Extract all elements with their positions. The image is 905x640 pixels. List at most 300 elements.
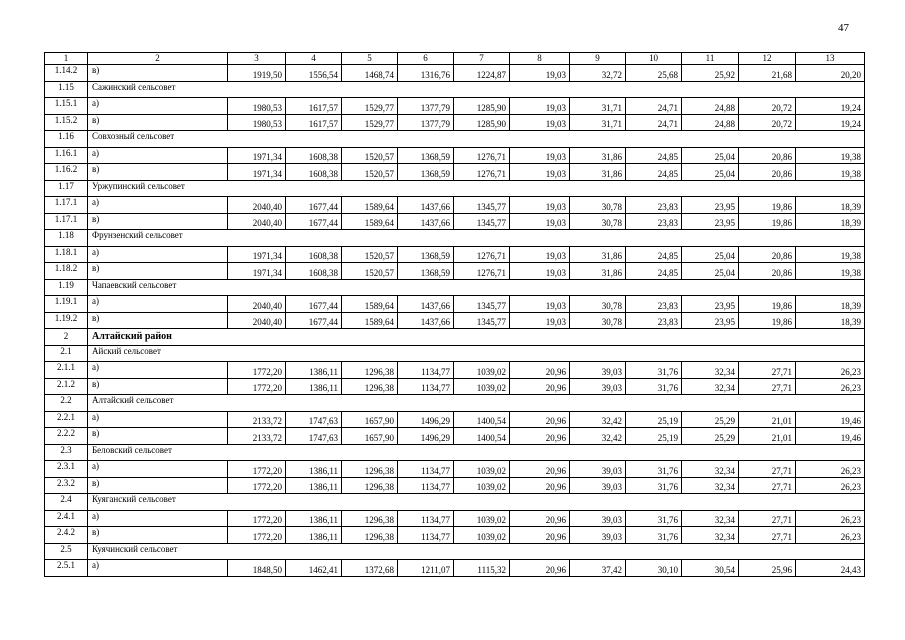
table-row — [45, 296, 865, 313]
value-cell: 1296,38 — [342, 510, 398, 527]
value-cell: 26,23 — [796, 362, 865, 379]
value-cell: 25,04 — [682, 164, 739, 181]
value-cell: 1372,68 — [342, 560, 398, 577]
value-cell: 1980,53 — [228, 98, 286, 115]
value-cell: 1316,76 — [398, 65, 454, 82]
row-label: а) — [88, 147, 228, 164]
value-cell: 19,03 — [510, 263, 570, 280]
value-cell: 19,86 — [739, 296, 796, 313]
table-row — [45, 312, 865, 329]
value-cell: 20,96 — [510, 560, 570, 577]
value-cell: 32,34 — [682, 461, 739, 478]
value-cell: 1134,77 — [398, 378, 454, 395]
value-cell: 26,23 — [796, 510, 865, 527]
value-cell: 1556,54 — [286, 65, 342, 82]
row-label: в) — [88, 164, 228, 181]
value-cell: 27,71 — [739, 461, 796, 478]
row-code: 1.16.1 — [45, 147, 88, 164]
table-row — [45, 378, 865, 395]
value-cell: 20,96 — [510, 362, 570, 379]
table-row — [45, 197, 865, 214]
value-cell: 1971,34 — [228, 147, 286, 164]
row-label: в) — [88, 378, 228, 395]
value-cell: 1589,64 — [342, 213, 398, 230]
value-cell: 19,38 — [796, 164, 865, 181]
value-cell: 1608,38 — [286, 147, 342, 164]
value-cell: 2040,40 — [228, 312, 286, 329]
row-code: 1.19.1 — [45, 296, 88, 313]
row-code: 2.3 — [45, 444, 88, 461]
row-label: в) — [88, 428, 228, 445]
section-title: Куяганский сельсовет — [88, 494, 865, 511]
column-number: 8 — [510, 53, 570, 65]
table-row — [45, 510, 865, 527]
row-code: 1.19 — [45, 279, 88, 296]
table-row — [45, 98, 865, 115]
value-cell: 20,72 — [739, 114, 796, 131]
value-cell: 19,03 — [510, 114, 570, 131]
row-label: в) — [88, 263, 228, 280]
value-cell: 1677,44 — [286, 312, 342, 329]
value-cell: 25,29 — [682, 411, 739, 428]
value-cell: 1345,77 — [454, 312, 510, 329]
value-cell: 37,42 — [570, 560, 626, 577]
value-cell: 25,96 — [739, 560, 796, 577]
value-cell: 23,95 — [682, 213, 739, 230]
value-cell: 1285,90 — [454, 114, 510, 131]
value-cell: 1437,66 — [398, 296, 454, 313]
row-label: в) — [88, 65, 228, 82]
row-label: а) — [88, 296, 228, 313]
value-cell: 23,95 — [682, 312, 739, 329]
value-cell: 1520,57 — [342, 164, 398, 181]
value-cell: 19,03 — [510, 164, 570, 181]
value-cell: 1772,20 — [228, 510, 286, 527]
row-code: 1.14.2 — [45, 65, 88, 82]
value-cell: 1848,50 — [228, 560, 286, 577]
section-row — [45, 81, 865, 98]
section-title: Куячинский сельсовет — [88, 543, 865, 560]
value-cell: 23,83 — [626, 312, 682, 329]
value-cell: 1224,87 — [454, 65, 510, 82]
value-cell: 1772,20 — [228, 461, 286, 478]
value-cell: 26,23 — [796, 477, 865, 494]
row-label: а) — [88, 197, 228, 214]
value-cell: 1211,07 — [398, 560, 454, 577]
value-cell: 31,86 — [570, 147, 626, 164]
value-cell: 21,68 — [739, 65, 796, 82]
value-cell: 1529,77 — [342, 114, 398, 131]
value-cell: 21,01 — [739, 428, 796, 445]
value-cell: 1971,34 — [228, 263, 286, 280]
value-cell: 1617,57 — [286, 98, 342, 115]
table-row — [45, 65, 865, 82]
value-cell: 18,39 — [796, 296, 865, 313]
section-title: Чапаевский сельсовет — [88, 279, 865, 296]
value-cell: 23,83 — [626, 296, 682, 313]
row-code: 1.17.1 — [45, 213, 88, 230]
value-cell: 1529,77 — [342, 98, 398, 115]
value-cell: 32,34 — [682, 378, 739, 395]
value-cell: 31,71 — [570, 114, 626, 131]
value-cell: 1386,11 — [286, 510, 342, 527]
value-cell: 1276,71 — [454, 147, 510, 164]
section-title: Айский сельсовет — [88, 345, 865, 362]
section-row — [45, 543, 865, 560]
row-label: а) — [88, 362, 228, 379]
value-cell: 32,42 — [570, 428, 626, 445]
value-cell: 18,39 — [796, 213, 865, 230]
row-label: а) — [88, 510, 228, 527]
value-cell: 2133,72 — [228, 428, 286, 445]
value-cell: 20,86 — [739, 164, 796, 181]
value-cell: 1608,38 — [286, 246, 342, 263]
value-cell: 39,03 — [570, 362, 626, 379]
row-label: в) — [88, 312, 228, 329]
value-cell: 1377,79 — [398, 98, 454, 115]
value-cell: 1296,38 — [342, 378, 398, 395]
value-cell: 19,03 — [510, 147, 570, 164]
row-code: 2.5.1 — [45, 560, 88, 577]
row-label: в) — [88, 213, 228, 230]
value-cell: 1276,71 — [454, 263, 510, 280]
row-label: а) — [88, 560, 228, 577]
value-cell: 1657,90 — [342, 428, 398, 445]
value-cell: 1747,63 — [286, 411, 342, 428]
table-row — [45, 527, 865, 544]
value-cell: 1437,66 — [398, 213, 454, 230]
column-number: 4 — [286, 53, 342, 65]
table-row — [45, 164, 865, 181]
value-cell: 1134,77 — [398, 362, 454, 379]
table-row — [45, 461, 865, 478]
value-cell: 1296,38 — [342, 477, 398, 494]
value-cell: 27,71 — [739, 510, 796, 527]
value-cell: 1134,77 — [398, 461, 454, 478]
value-cell: 25,29 — [682, 428, 739, 445]
table-row — [45, 114, 865, 131]
value-cell: 20,86 — [739, 147, 796, 164]
value-cell: 24,88 — [682, 98, 739, 115]
row-label: в) — [88, 114, 228, 131]
row-code: 2.1.2 — [45, 378, 88, 395]
value-cell: 25,68 — [626, 65, 682, 82]
value-cell: 20,96 — [510, 461, 570, 478]
column-number: 10 — [626, 53, 682, 65]
value-cell: 1617,57 — [286, 114, 342, 131]
value-cell: 30,78 — [570, 296, 626, 313]
value-cell: 32,34 — [682, 527, 739, 544]
value-cell: 19,03 — [510, 312, 570, 329]
section-title: Фрунзенский сельсовет — [88, 230, 865, 247]
value-cell: 1462,41 — [286, 560, 342, 577]
row-code: 1.17.1 — [45, 197, 88, 214]
value-cell: 1386,11 — [286, 461, 342, 478]
column-number: 11 — [682, 53, 739, 65]
value-cell: 24,85 — [626, 263, 682, 280]
value-cell: 1368,59 — [398, 164, 454, 181]
table-row — [45, 477, 865, 494]
value-cell: 1115,32 — [454, 560, 510, 577]
row-label: в) — [88, 527, 228, 544]
value-cell: 25,04 — [682, 263, 739, 280]
row-code: 1.18 — [45, 230, 88, 247]
value-cell: 1039,02 — [454, 477, 510, 494]
value-cell: 19,24 — [796, 114, 865, 131]
table-row — [45, 428, 865, 445]
value-cell: 1368,59 — [398, 263, 454, 280]
value-cell: 31,76 — [626, 527, 682, 544]
value-cell: 1400,54 — [454, 411, 510, 428]
section-title: Беловский сельсовет — [88, 444, 865, 461]
value-cell: 30,10 — [626, 560, 682, 577]
value-cell: 31,76 — [626, 477, 682, 494]
value-cell: 1368,59 — [398, 246, 454, 263]
column-number: 5 — [342, 53, 398, 65]
section-row — [45, 279, 865, 296]
section-row — [45, 131, 865, 148]
row-label: а) — [88, 246, 228, 263]
row-code: 2.4.2 — [45, 527, 88, 544]
value-cell: 27,71 — [739, 477, 796, 494]
value-cell: 25,19 — [626, 428, 682, 445]
value-cell: 27,71 — [739, 378, 796, 395]
value-cell: 19,24 — [796, 98, 865, 115]
value-cell: 1589,64 — [342, 312, 398, 329]
value-cell: 1296,38 — [342, 362, 398, 379]
value-cell: 20,86 — [739, 246, 796, 263]
value-cell: 31,71 — [570, 98, 626, 115]
value-cell: 20,96 — [510, 510, 570, 527]
value-cell: 1039,02 — [454, 378, 510, 395]
row-code: 1.15 — [45, 81, 88, 98]
value-cell: 1772,20 — [228, 477, 286, 494]
value-cell: 2040,40 — [228, 296, 286, 313]
value-cell: 19,46 — [796, 411, 865, 428]
header-row — [45, 53, 865, 65]
value-cell: 1971,34 — [228, 246, 286, 263]
value-cell: 19,03 — [510, 246, 570, 263]
value-cell: 1386,11 — [286, 477, 342, 494]
value-cell: 1677,44 — [286, 197, 342, 214]
value-cell: 1134,77 — [398, 477, 454, 494]
column-number: 13 — [796, 53, 865, 65]
value-cell: 31,86 — [570, 246, 626, 263]
table-row — [45, 411, 865, 428]
value-cell: 1589,64 — [342, 197, 398, 214]
value-cell: 39,03 — [570, 378, 626, 395]
value-cell: 31,86 — [570, 263, 626, 280]
section-title: Уржупинский сельсовет — [88, 180, 865, 197]
value-cell: 1386,11 — [286, 527, 342, 544]
value-cell: 26,23 — [796, 461, 865, 478]
value-cell: 20,86 — [739, 263, 796, 280]
value-cell: 1496,29 — [398, 411, 454, 428]
value-cell: 24,71 — [626, 114, 682, 131]
value-cell: 23,83 — [626, 197, 682, 214]
value-cell: 1345,77 — [454, 296, 510, 313]
value-cell: 20,96 — [510, 378, 570, 395]
value-cell: 24,71 — [626, 98, 682, 115]
section-title: Сажинский сельсовет — [88, 81, 865, 98]
column-number: 2 — [88, 53, 228, 65]
value-cell: 19,03 — [510, 213, 570, 230]
row-code: 1.18.1 — [45, 246, 88, 263]
value-cell: 1377,79 — [398, 114, 454, 131]
value-cell: 19,03 — [510, 197, 570, 214]
value-cell: 24,43 — [796, 560, 865, 577]
row-code: 2.2.1 — [45, 411, 88, 428]
value-cell: 1677,44 — [286, 296, 342, 313]
section-row — [45, 494, 865, 511]
value-cell: 1468,74 — [342, 65, 398, 82]
row-code: 2.4 — [45, 494, 88, 511]
value-cell: 32,34 — [682, 362, 739, 379]
value-cell: 24,88 — [682, 114, 739, 131]
column-number: 6 — [398, 53, 454, 65]
row-label: а) — [88, 411, 228, 428]
value-cell: 1285,90 — [454, 98, 510, 115]
value-cell: 39,03 — [570, 527, 626, 544]
value-cell: 19,03 — [510, 296, 570, 313]
value-cell: 30,78 — [570, 213, 626, 230]
row-code: 2.4.1 — [45, 510, 88, 527]
tariff-table — [44, 52, 865, 577]
value-cell: 1039,02 — [454, 461, 510, 478]
value-cell: 26,23 — [796, 527, 865, 544]
value-cell: 23,83 — [626, 213, 682, 230]
value-cell: 1386,11 — [286, 378, 342, 395]
section-row — [45, 230, 865, 247]
column-number: 1 — [45, 53, 88, 65]
table-row — [45, 246, 865, 263]
value-cell: 39,03 — [570, 510, 626, 527]
section-row — [45, 395, 865, 412]
value-cell: 19,38 — [796, 246, 865, 263]
value-cell: 1919,50 — [228, 65, 286, 82]
value-cell: 1772,20 — [228, 362, 286, 379]
value-cell: 25,04 — [682, 246, 739, 263]
value-cell: 19,46 — [796, 428, 865, 445]
value-cell: 1677,44 — [286, 213, 342, 230]
table-row — [45, 213, 865, 230]
section-title: Совхозный сельсовет — [88, 131, 865, 148]
value-cell: 1134,77 — [398, 527, 454, 544]
row-code: 2.1.1 — [45, 362, 88, 379]
value-cell: 1520,57 — [342, 263, 398, 280]
value-cell: 1608,38 — [286, 263, 342, 280]
value-cell: 1400,54 — [454, 428, 510, 445]
row-code: 1.16.2 — [45, 164, 88, 181]
value-cell: 24,85 — [626, 164, 682, 181]
value-cell: 23,95 — [682, 296, 739, 313]
section-row — [45, 444, 865, 461]
value-cell: 23,95 — [682, 197, 739, 214]
value-cell: 19,38 — [796, 263, 865, 280]
value-cell: 32,34 — [682, 510, 739, 527]
row-code: 2.2.2 — [45, 428, 88, 445]
table-row — [45, 560, 865, 577]
row-code: 2.1 — [45, 345, 88, 362]
value-cell: 1276,71 — [454, 246, 510, 263]
row-code: 1.15.2 — [45, 114, 88, 131]
value-cell: 1276,71 — [454, 164, 510, 181]
value-cell: 18,39 — [796, 197, 865, 214]
table-row — [45, 147, 865, 164]
value-cell: 2040,40 — [228, 213, 286, 230]
value-cell: 26,23 — [796, 378, 865, 395]
row-label: а) — [88, 98, 228, 115]
value-cell: 1345,77 — [454, 213, 510, 230]
row-code: 1.17 — [45, 180, 88, 197]
value-cell: 1747,63 — [286, 428, 342, 445]
value-cell: 32,34 — [682, 477, 739, 494]
row-code: 2.3.2 — [45, 477, 88, 494]
value-cell: 20,72 — [739, 98, 796, 115]
value-cell: 30,78 — [570, 312, 626, 329]
value-cell: 20,96 — [510, 477, 570, 494]
value-cell: 25,92 — [682, 65, 739, 82]
value-cell: 30,78 — [570, 197, 626, 214]
value-cell: 1772,20 — [228, 378, 286, 395]
value-cell: 1437,66 — [398, 312, 454, 329]
value-cell: 19,03 — [510, 98, 570, 115]
value-cell: 27,71 — [739, 362, 796, 379]
value-cell: 1520,57 — [342, 147, 398, 164]
value-cell: 32,42 — [570, 411, 626, 428]
value-cell: 2040,40 — [228, 197, 286, 214]
value-cell: 1296,38 — [342, 461, 398, 478]
column-number: 12 — [739, 53, 796, 65]
column-number: 7 — [454, 53, 510, 65]
value-cell: 31,76 — [626, 461, 682, 478]
district-title: Алтайский район — [88, 329, 865, 346]
section-title: Алтайский сельсовет — [88, 395, 865, 412]
row-code: 2.2 — [45, 395, 88, 412]
value-cell: 24,85 — [626, 147, 682, 164]
value-cell: 1039,02 — [454, 527, 510, 544]
value-cell: 1971,34 — [228, 164, 286, 181]
row-code: 2.5 — [45, 543, 88, 560]
value-cell: 20,96 — [510, 527, 570, 544]
value-cell: 1589,64 — [342, 296, 398, 313]
value-cell: 25,04 — [682, 147, 739, 164]
value-cell: 25,19 — [626, 411, 682, 428]
value-cell: 1437,66 — [398, 197, 454, 214]
value-cell: 1039,02 — [454, 362, 510, 379]
value-cell: 18,39 — [796, 312, 865, 329]
value-cell: 1772,20 — [228, 527, 286, 544]
value-cell: 27,71 — [739, 527, 796, 544]
value-cell: 39,03 — [570, 477, 626, 494]
value-cell: 1496,29 — [398, 428, 454, 445]
section-row — [45, 345, 865, 362]
page-number: 47 — [838, 22, 849, 34]
table-row — [45, 263, 865, 280]
column-number: 3 — [228, 53, 286, 65]
value-cell: 1296,38 — [342, 527, 398, 544]
value-cell: 1520,57 — [342, 246, 398, 263]
district-row — [45, 329, 865, 346]
value-cell: 31,76 — [626, 510, 682, 527]
value-cell: 1980,53 — [228, 114, 286, 131]
value-cell: 1657,90 — [342, 411, 398, 428]
value-cell: 31,76 — [626, 378, 682, 395]
value-cell: 1039,02 — [454, 510, 510, 527]
value-cell: 2133,72 — [228, 411, 286, 428]
row-code: 2 — [45, 329, 88, 346]
value-cell: 1368,59 — [398, 147, 454, 164]
